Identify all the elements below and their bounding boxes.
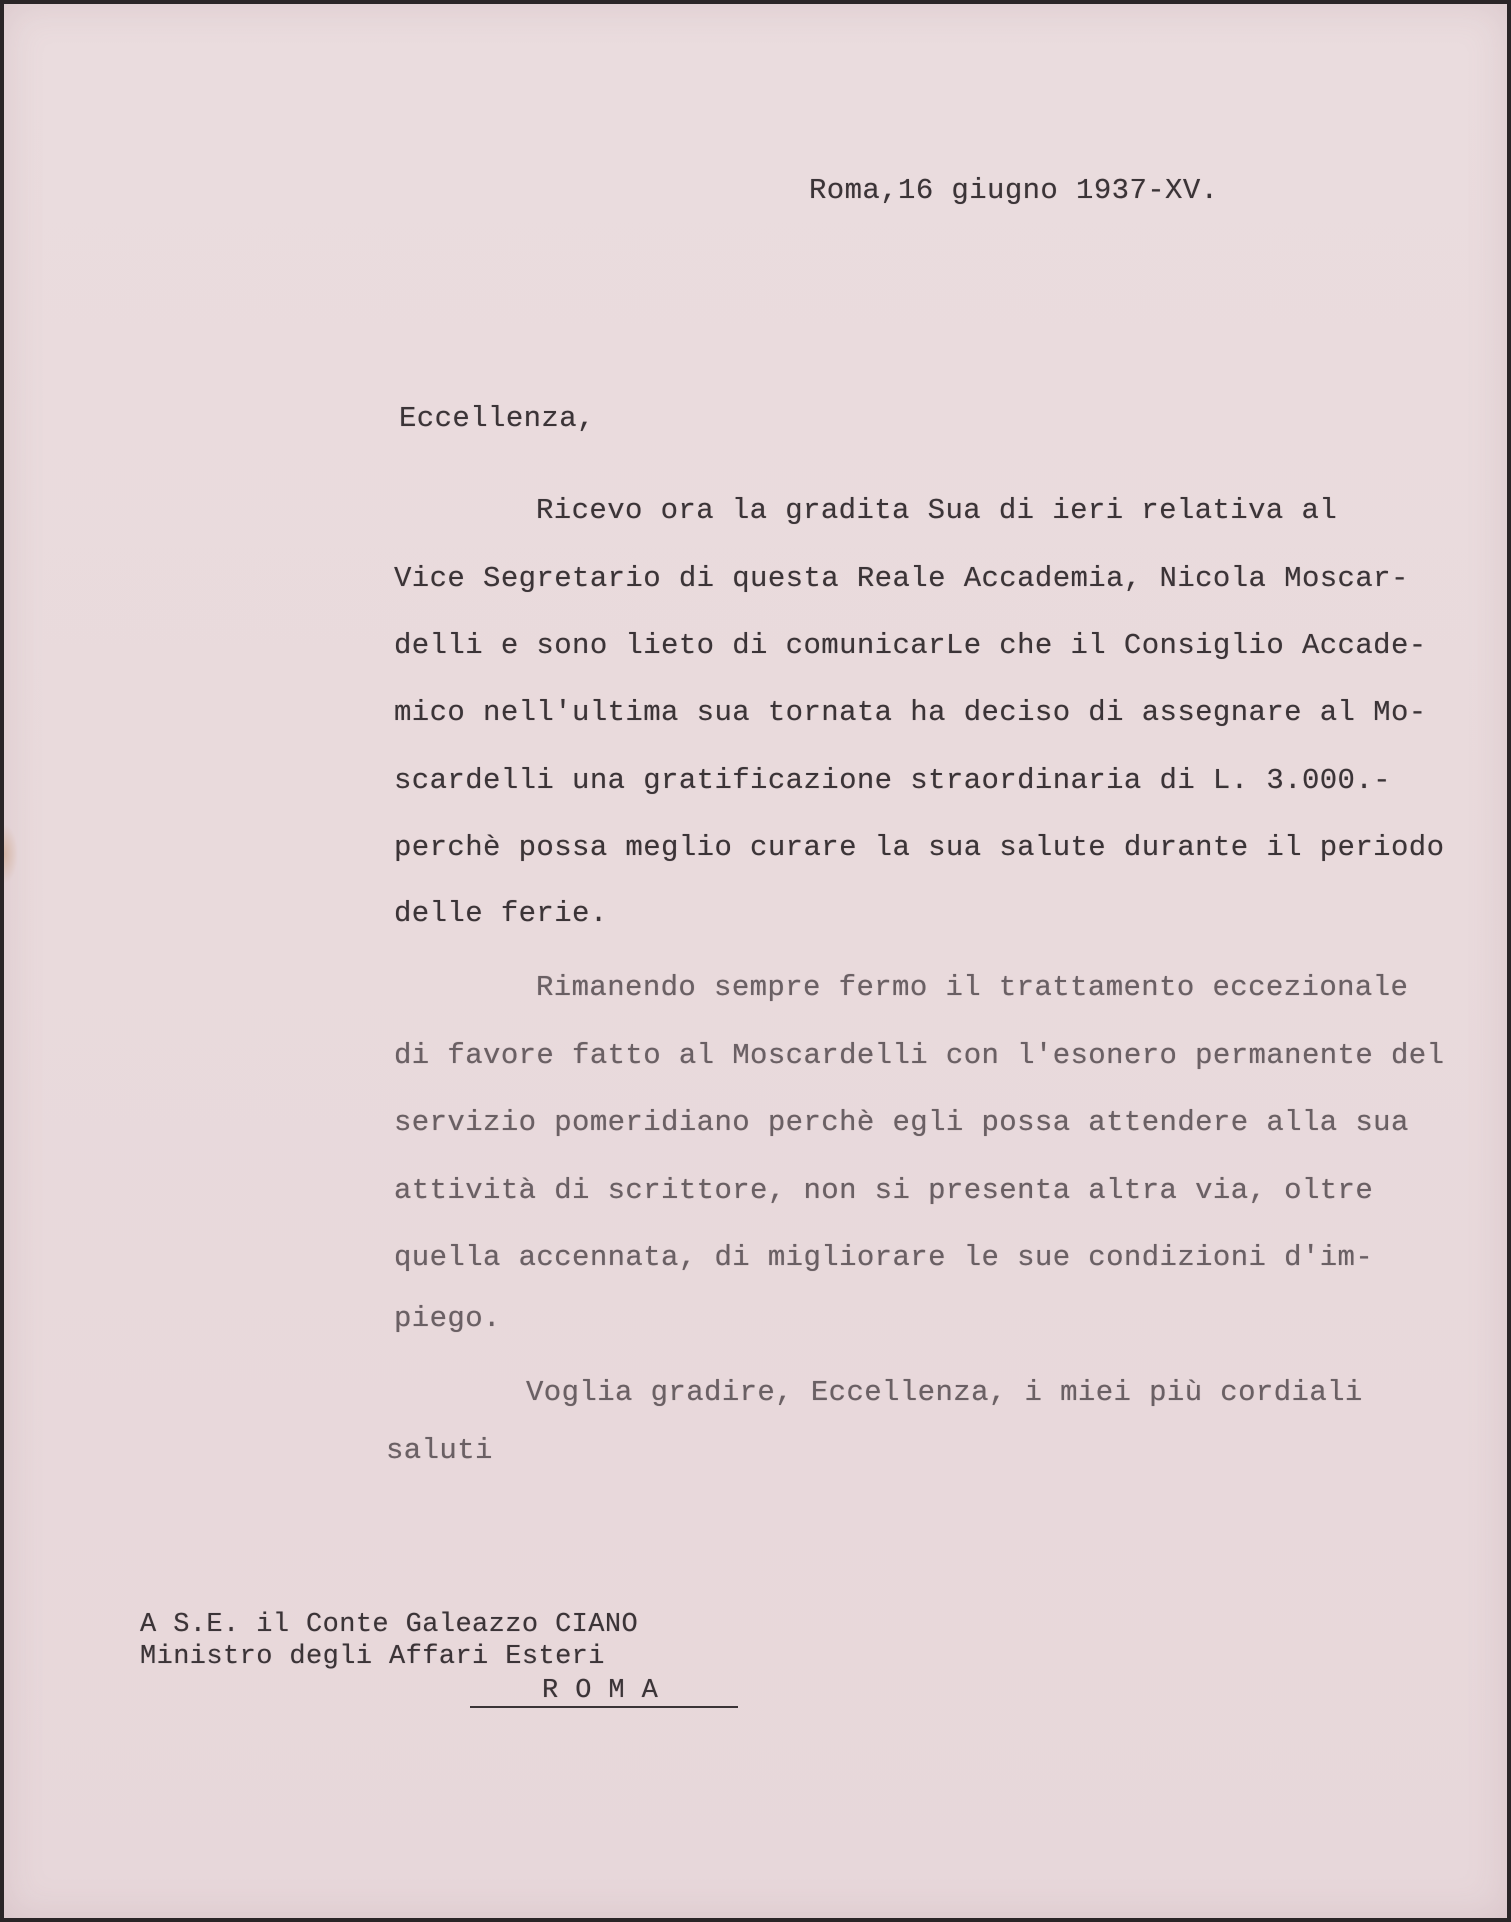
paragraph-1-line: mico nell'ultima sua tornata ha deciso di assegnare al Mo-	[394, 696, 1427, 729]
recipient-title: Ministro degli Affari Esteri	[140, 1642, 605, 1672]
paper-stain	[4, 824, 18, 884]
letter-sheet	[4, 4, 1507, 1918]
recipient-city: R O M A	[542, 1676, 659, 1706]
letter-date: Roma,16 giugno 1937-XV.	[809, 174, 1219, 207]
closing-line: Voglia gradire, Eccellenza, i miei più cordiali	[526, 1376, 1363, 1409]
paragraph-2-line: di favore fatto al Moscardelli con l'esonero permanente del	[394, 1039, 1445, 1072]
paragraph-1-line: delle ferie.	[394, 897, 608, 930]
paragraph-2-line: quella accennata, di migliorare le sue condizioni d'im-	[394, 1241, 1374, 1274]
watermark-shadow	[244, 1254, 1144, 1474]
recipient-name: A S.E. il Conte Galeazzo CIANO	[140, 1610, 639, 1640]
paragraph-2-line: servizio pomeridiano perchè egli possa attendere alla sua	[394, 1106, 1409, 1139]
paragraph-2-line: attività di scrittore, non si presenta altra via, oltre	[394, 1174, 1374, 1207]
paragraph-1-line: perchè possa meglio curare la sua salute durante il periodo	[394, 831, 1445, 864]
paragraph-1-line: delli e sono lieto di comunicarLe che il Consiglio Accade-	[394, 629, 1427, 662]
paragraph-2-line: Rimanendo sempre fermo il trattamento eccezionale	[536, 971, 1409, 1004]
paragraph-1-line: Vice Segretario di questa Reale Accademia, Nicola Moscar-	[394, 562, 1409, 595]
salutation: Eccellenza,	[399, 402, 595, 435]
city-underline	[470, 1706, 738, 1708]
paragraph-2-line: piego.	[394, 1302, 501, 1335]
paragraph-1-line: Ricevo ora la gradita Sua di ieri relativa al	[536, 494, 1338, 527]
closing-line: saluti	[386, 1434, 493, 1467]
paragraph-1-line: scardelli una gratificazione straordinaria di L. 3.000.-	[394, 764, 1391, 797]
